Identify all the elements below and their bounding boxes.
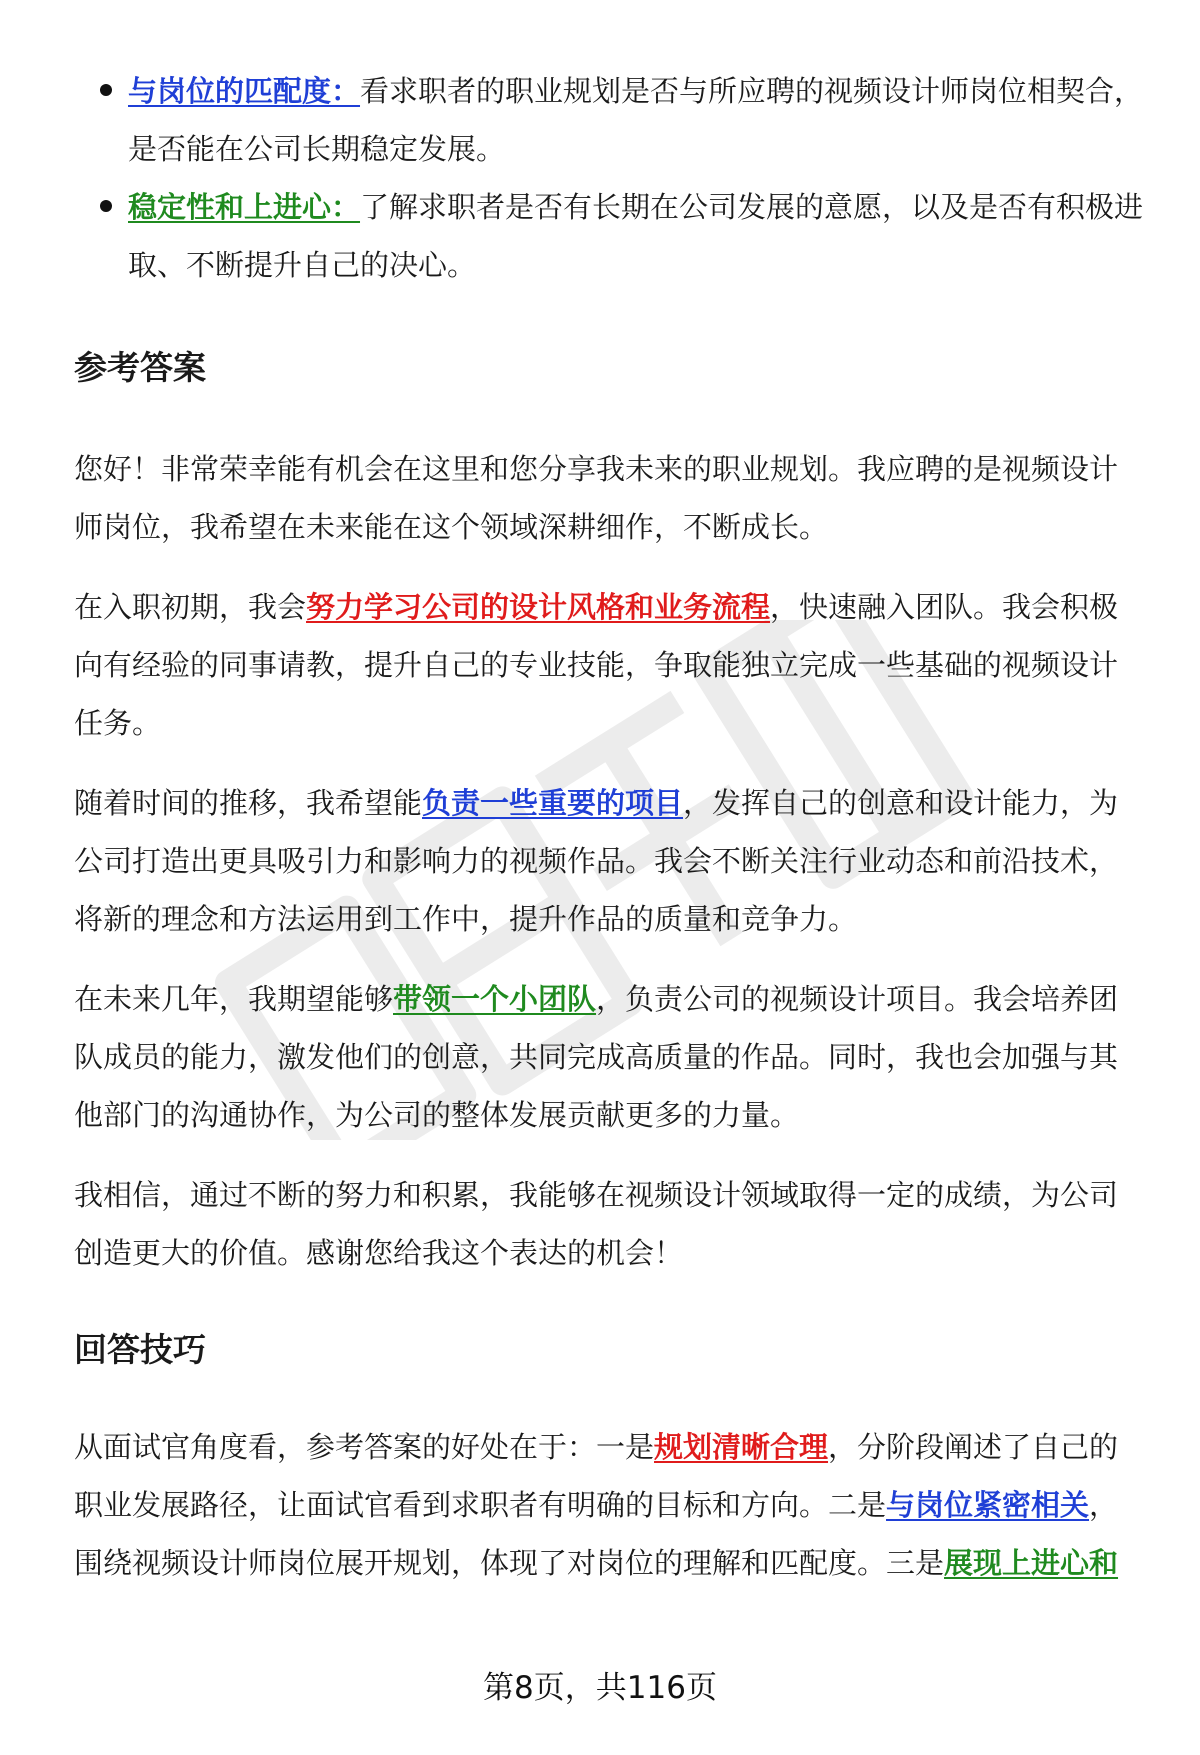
answer-paragraph-1: 您好！非常荣幸能有机会在这里和您分享我未来的职业规划。我应聘的是视频设计师岗位，我希望在未来能在这个领域深耕细作，不断成长。 bbox=[74, 452, 1119, 544]
criteria-list bbox=[74, 62, 1146, 294]
bullet-dot-icon bbox=[100, 84, 112, 96]
highlight-phrase: 展现上进心和 bbox=[944, 1546, 1119, 1580]
list-item bbox=[74, 178, 1146, 294]
highlight-phrase: 与岗位紧密相关 bbox=[886, 1488, 1090, 1522]
text-run: ，分阶段阐述了自己的职业发展路径，让面试官看到求职者有明确的目标和方向。二是 bbox=[74, 1430, 1119, 1522]
bullet-text: 看求职者的职业规划是否与所应聘的视频设计师岗位相契合，是否能在公司长期稳定发展。 bbox=[128, 74, 1144, 166]
highlight-phrase: 负责一些重要的项目 bbox=[422, 786, 684, 820]
bullet-keyword: 稳定性和上进心： bbox=[128, 190, 361, 224]
text-run: 在入职初期，我会 bbox=[74, 590, 307, 624]
text-run: ，负责公司的视频设计项目。我会培养团队成员的能力，激发他们的创意，共同完成高质量的作品。同时，我也会加强与其他部门的沟通协作，为公司的整体发展贡献更多的力量。 bbox=[74, 982, 1119, 1132]
answer-paragraph-2 bbox=[74, 578, 1146, 752]
text-run: ，围绕视频设计师岗位展开规划，体现了对岗位的理解和匹配度。三是 bbox=[74, 1488, 1119, 1580]
document-content bbox=[74, 62, 1146, 1592]
highlight-phrase: 规划清晰合理 bbox=[654, 1430, 829, 1464]
text-run: 随着时间的推移，我希望能 bbox=[74, 786, 423, 820]
bullet-keyword: 与岗位的匹配度： bbox=[128, 74, 361, 108]
answer-paragraph-5: 我相信，通过不断的努力和积累，我能够在视频设计领域取得一定的成绩，为公司创造更大的价值。感谢您给我这个表达的机会！ bbox=[74, 1178, 1119, 1270]
text-run: 在未来几年，我期望能够 bbox=[74, 982, 394, 1016]
answer-paragraph-4 bbox=[74, 970, 1146, 1144]
answer-paragraph-3 bbox=[74, 774, 1146, 948]
bullet-text: 了解求职者是否有长期在公司发展的意愿，以及是否有积极进取、不断提升自己的决心。 bbox=[128, 190, 1144, 282]
bullet-dot-icon bbox=[100, 200, 112, 212]
page-number: 第8页，共116页 bbox=[483, 1670, 717, 1706]
text-run: 从面试官角度看，参考答案的好处在于：一是 bbox=[74, 1430, 655, 1464]
highlight-phrase: 带领一个小团队 bbox=[393, 982, 597, 1016]
section-heading-answer-tips: 回答技巧 bbox=[74, 1330, 206, 1369]
text-run: ，快速融入团队。我会积极向有经验的同事请教，提升自己的专业技能，争取能独立完成一些基础的视频设计任务。 bbox=[74, 590, 1119, 740]
highlight-phrase: 努力学习公司的设计风格和业务流程 bbox=[306, 590, 771, 624]
section-heading-reference-answer: 参考答案 bbox=[74, 348, 206, 387]
text-run: ，发挥自己的创意和设计能力，为公司打造出更具吸引力和影响力的视频作品。我会不断关注行业动态和前沿技术，将新的理念和方法运用到工作中，提升作品的质量和竞争力。 bbox=[74, 786, 1119, 936]
tips-paragraph-1 bbox=[74, 1418, 1146, 1592]
list-item bbox=[74, 62, 1146, 178]
